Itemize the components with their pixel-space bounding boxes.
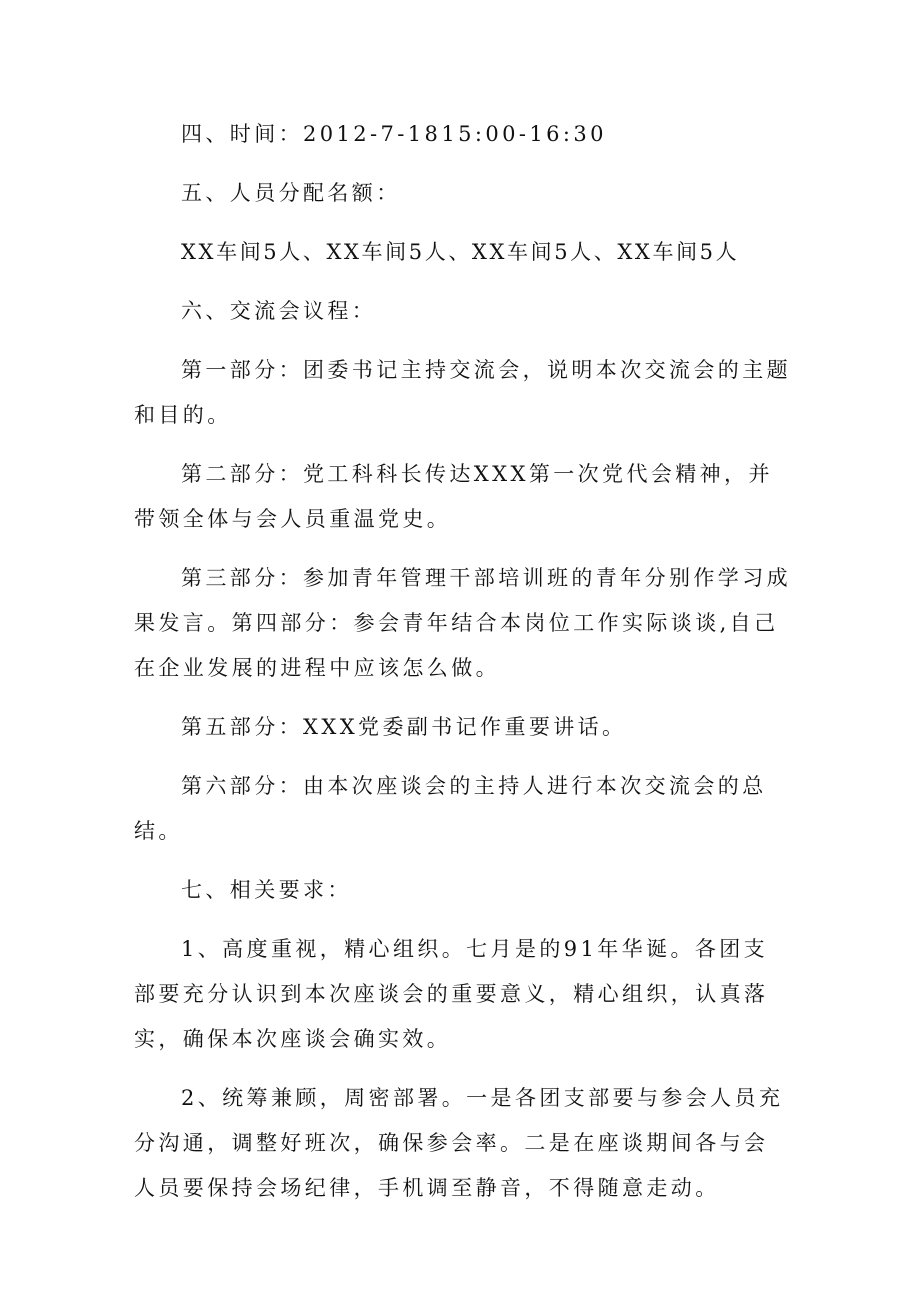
paragraph-requirement-1: 1、高度重视，精心组织。七月是的91年华诞。各团支部要充分认识到本次座谈会的重要意义，精心组织，认真落实，确保本次座谈会确实效。 <box>134 937 769 1051</box>
paragraph-time: 四、时间：2012-7-1815:00-16:30 <box>181 122 607 146</box>
paragraph-agenda-part-5: 第五部分：XXX党委副书记作重要讲话。 <box>181 715 627 739</box>
paragraph-agenda-part-2: 第二部分：党工科科长传达XXX第一次党代会精神，并带领全体与会人员重温党史。 <box>134 462 773 531</box>
paragraph-requirement-2: 2、统筹兼顾，周密部署。一是各团支部要与参会人员充分沟通，调整好班次，确保参会率。二是在座谈期间各与会人员要保持会场纪律，手机调至静音，不得随意走动。 <box>134 1086 784 1200</box>
paragraph-quota-list: XX车间5人、XX车间5人、XX车间5人、XX车间5人 <box>181 240 740 264</box>
paragraph-agenda-part-3-4: 第三部分：参加青年管理干部培训班的青年分别作学习成果发言。第四部分：参会青年结合本岗位工作实际谈谈,自己在企业发展的进程中应该怎么做。 <box>134 566 791 680</box>
paragraph-agenda-heading: 六、交流会议程： <box>181 299 377 323</box>
paragraph-requirements-heading: 七、相关要求： <box>181 878 352 902</box>
paragraph-agenda-part-6: 第六部分：由本次座谈会的主持人进行本次交流会的总结。 <box>134 774 767 843</box>
paragraph-quota-heading: 五、人员分配名额： <box>181 181 401 205</box>
paragraph-agenda-part-1: 第一部分：团委书记主持交流会，说明本次交流会的主题和目的。 <box>134 358 791 427</box>
